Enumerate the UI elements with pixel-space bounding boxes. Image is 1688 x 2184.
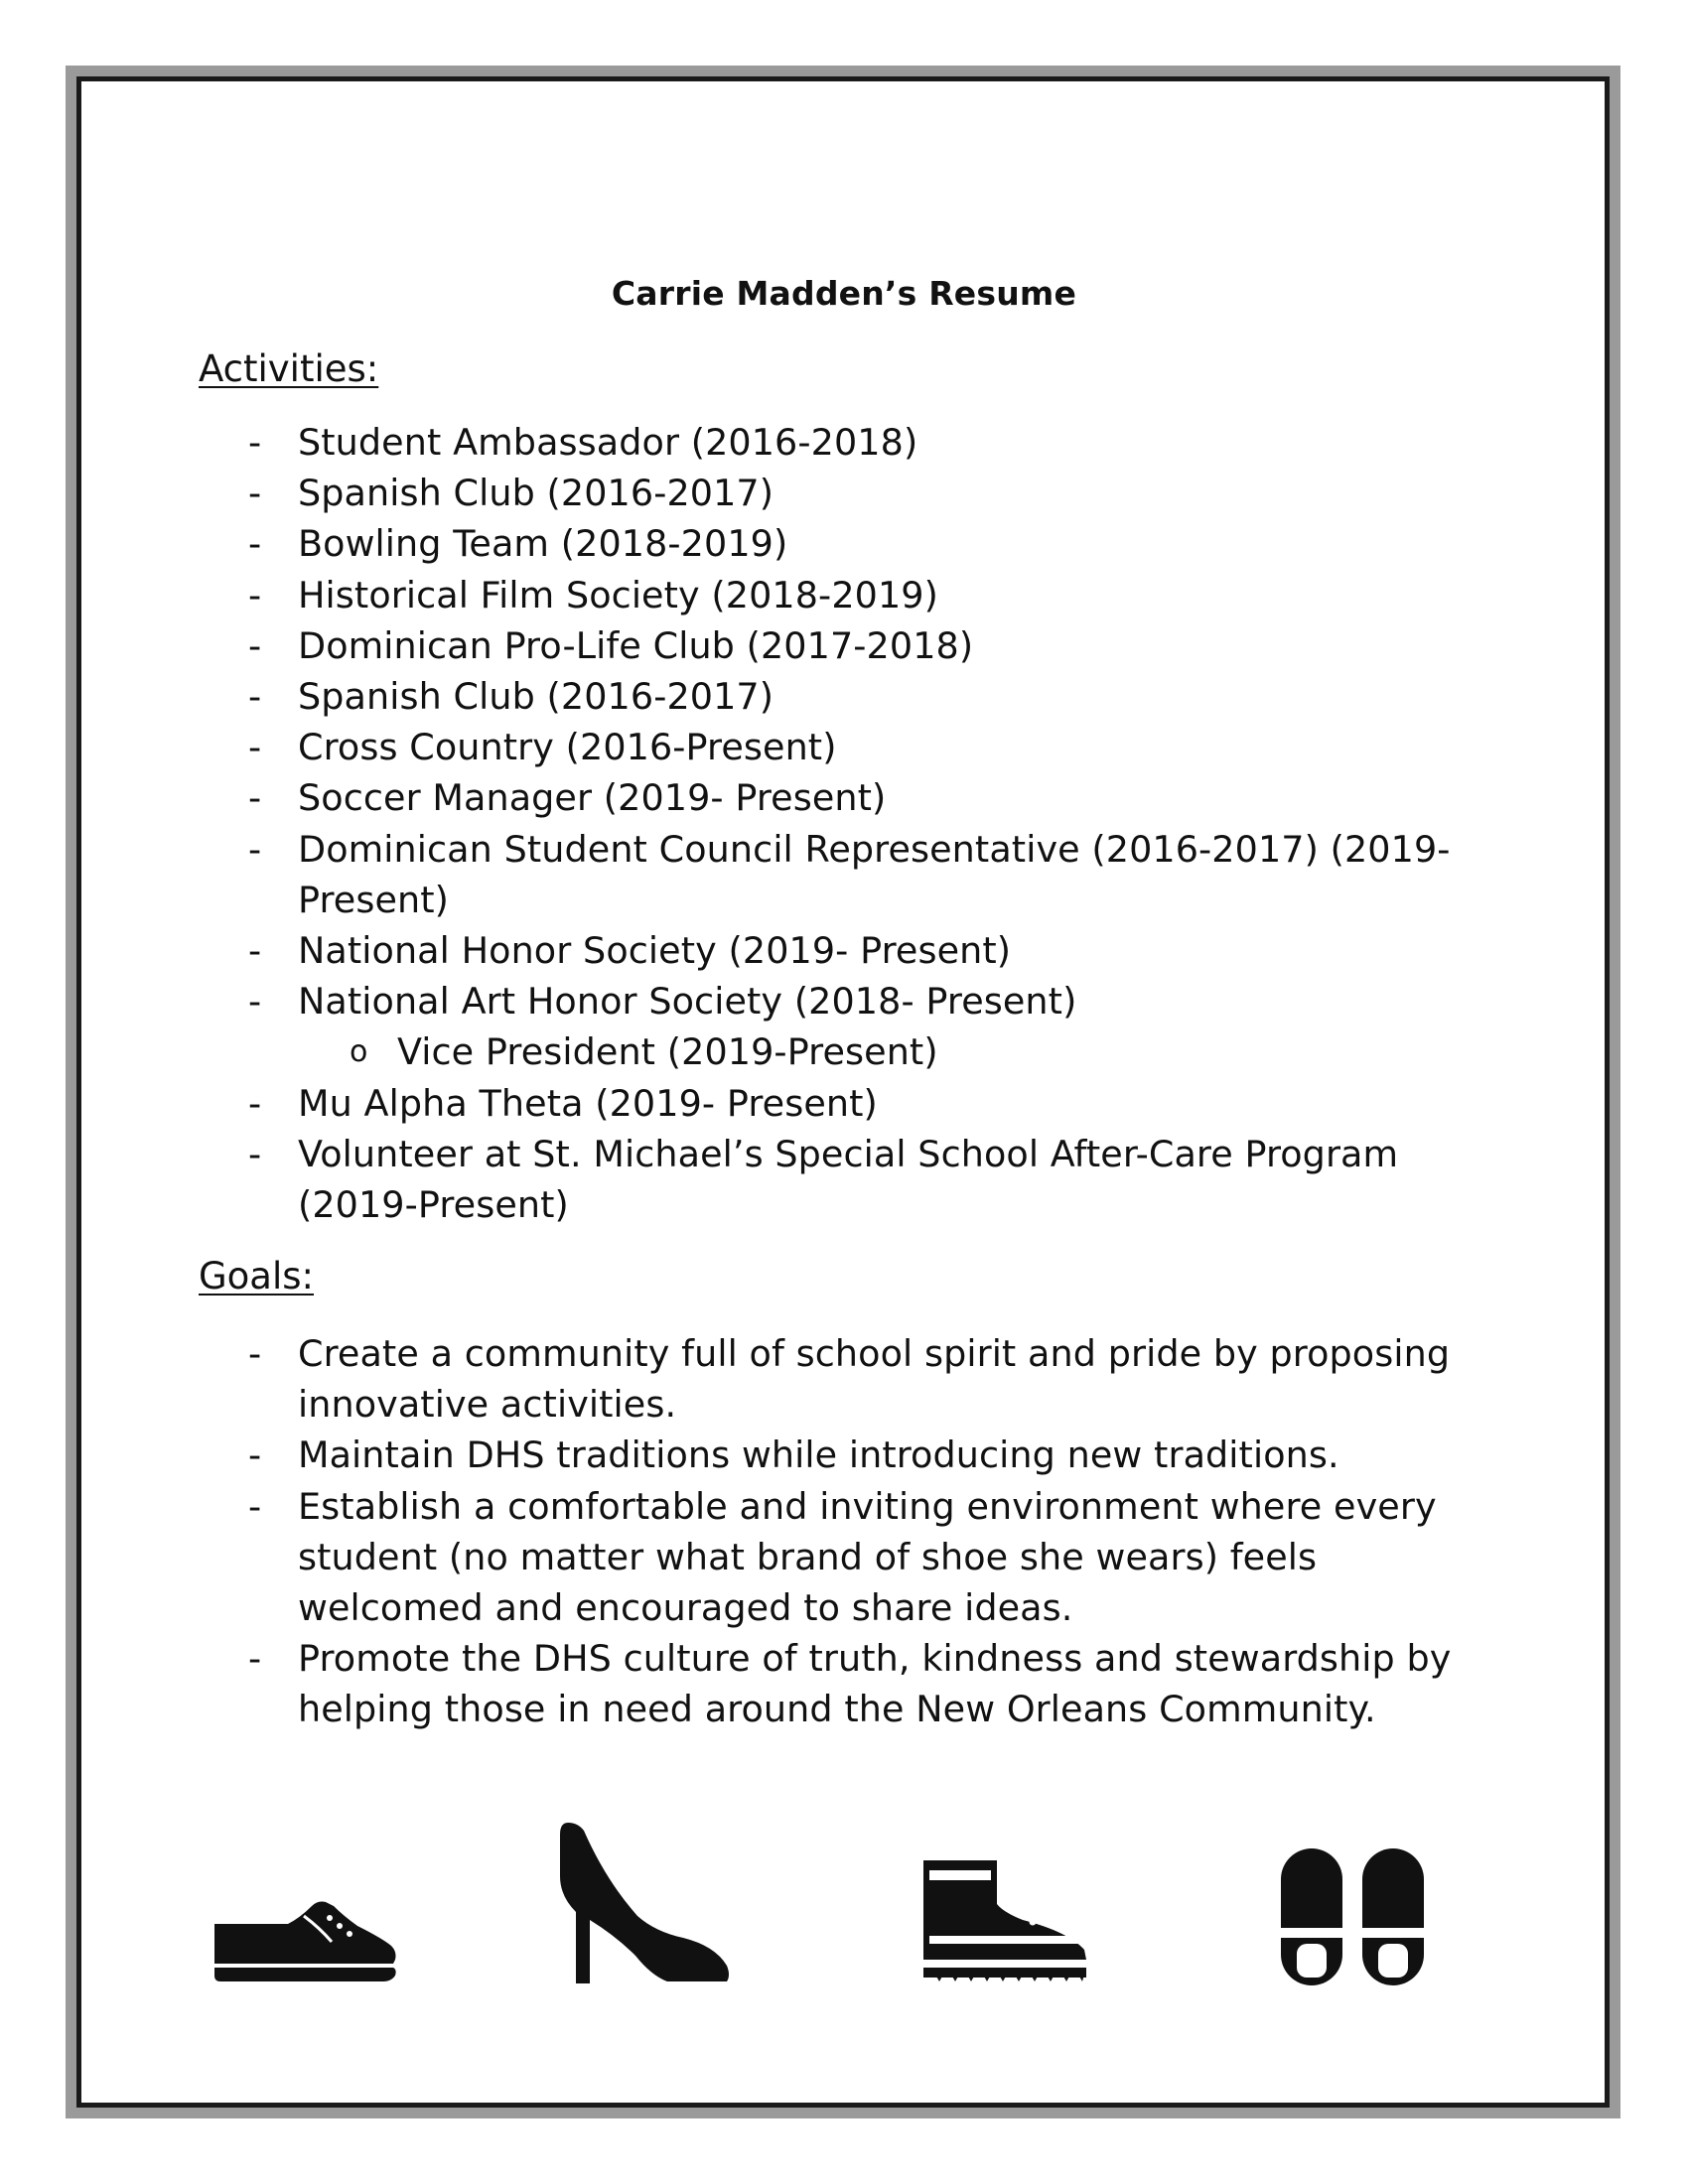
list-item xyxy=(0,671,1688,722)
bullet-dash: - xyxy=(248,1484,262,1528)
activity-text: Cross Country (2016-Present) xyxy=(298,726,837,769)
resume-title: Carrie Madden’s Resume xyxy=(611,274,1077,313)
activity-text: Volunteer at St. Michael’s Special School After-Care Program (2019-Present) xyxy=(298,1132,1399,1227)
activity-text: Bowling Team (2018-2019) xyxy=(298,522,788,566)
bullet-dash: - xyxy=(248,675,262,719)
list-sub-item xyxy=(0,1026,1688,1077)
list-item xyxy=(0,722,1688,772)
activities-list xyxy=(0,417,1688,1230)
high-heel-icon xyxy=(556,1817,735,1985)
bullet-dash: - xyxy=(248,1132,262,1175)
list-item xyxy=(0,1430,1688,1480)
list-item xyxy=(0,518,1688,569)
list-item xyxy=(0,620,1688,671)
activity-text: Vice President (2019-Present) xyxy=(397,1030,938,1074)
activity-text: Soccer Manager (2019- Present) xyxy=(298,776,887,820)
list-item xyxy=(0,1481,1688,1634)
goals-list xyxy=(0,1328,1688,1735)
bullet-dash: - xyxy=(248,827,262,871)
activity-text: National Honor Society (2019- Present) xyxy=(298,929,1012,973)
activity-text: Historical Film Society (2018-2019) xyxy=(298,573,938,616)
bullet-dash: - xyxy=(248,623,262,667)
shoe-icons-row xyxy=(0,1807,1688,1985)
goal-text: Promote the DHS culture of truth, kindness and stewardship by helping those in need around the New Orleans Community. xyxy=(298,1637,1452,1731)
dress-shoe-icon xyxy=(209,1886,399,1985)
boot-icon xyxy=(919,1856,1090,1985)
sub-bullet: o xyxy=(350,1034,368,1070)
bullet-dash: - xyxy=(248,1637,262,1681)
list-item xyxy=(0,1078,1688,1129)
list-item xyxy=(0,1129,1688,1230)
list-item xyxy=(0,1633,1688,1734)
list-item xyxy=(0,772,1688,823)
activities-heading: Activities: xyxy=(199,347,379,390)
bullet-dash: - xyxy=(248,980,262,1024)
bullet-dash: - xyxy=(248,472,262,515)
list-item xyxy=(0,824,1688,925)
bullet-dash: - xyxy=(248,573,262,616)
bullet-dash: - xyxy=(248,1332,262,1375)
bullet-dash: - xyxy=(248,421,262,464)
bullet-dash: - xyxy=(248,522,262,566)
list-item xyxy=(0,570,1688,620)
activity-text: Dominican Student Council Representative (2016-2017) (2019-Present) xyxy=(298,827,1451,921)
goal-text: Establish a comfortable and inviting environment where every student (no matter what brand of shoe she wears) feels welcomed and encouraged to share ideas. xyxy=(298,1484,1437,1630)
goal-text: Create a community full of school spirit and pride by proposing innovative activities. xyxy=(298,1332,1451,1427)
bullet-dash: - xyxy=(248,929,262,973)
list-item xyxy=(0,468,1688,518)
slippers-icon xyxy=(1277,1844,1428,1989)
activity-text: Mu Alpha Theta (2019- Present) xyxy=(298,1081,878,1125)
bullet-dash: - xyxy=(248,726,262,769)
list-item xyxy=(0,976,1688,1026)
activity-text: Spanish Club (2016-2017) xyxy=(298,675,774,719)
activity-text: Dominican Pro-Life Club (2017-2018) xyxy=(298,623,974,667)
bullet-dash: - xyxy=(248,776,262,820)
goal-text: Maintain DHS traditions while introducing new traditions. xyxy=(298,1433,1339,1477)
goals-heading: Goals: xyxy=(199,1255,315,1297)
list-item xyxy=(0,1328,1688,1430)
list-item xyxy=(0,417,1688,468)
list-item xyxy=(0,925,1688,976)
activity-text: National Art Honor Society (2018- Present) xyxy=(298,980,1077,1024)
bullet-dash: - xyxy=(248,1433,262,1477)
activity-text: Student Ambassador (2016-2018) xyxy=(298,421,918,464)
bullet-dash: - xyxy=(248,1081,262,1125)
activity-text: Spanish Club (2016-2017) xyxy=(298,472,774,515)
